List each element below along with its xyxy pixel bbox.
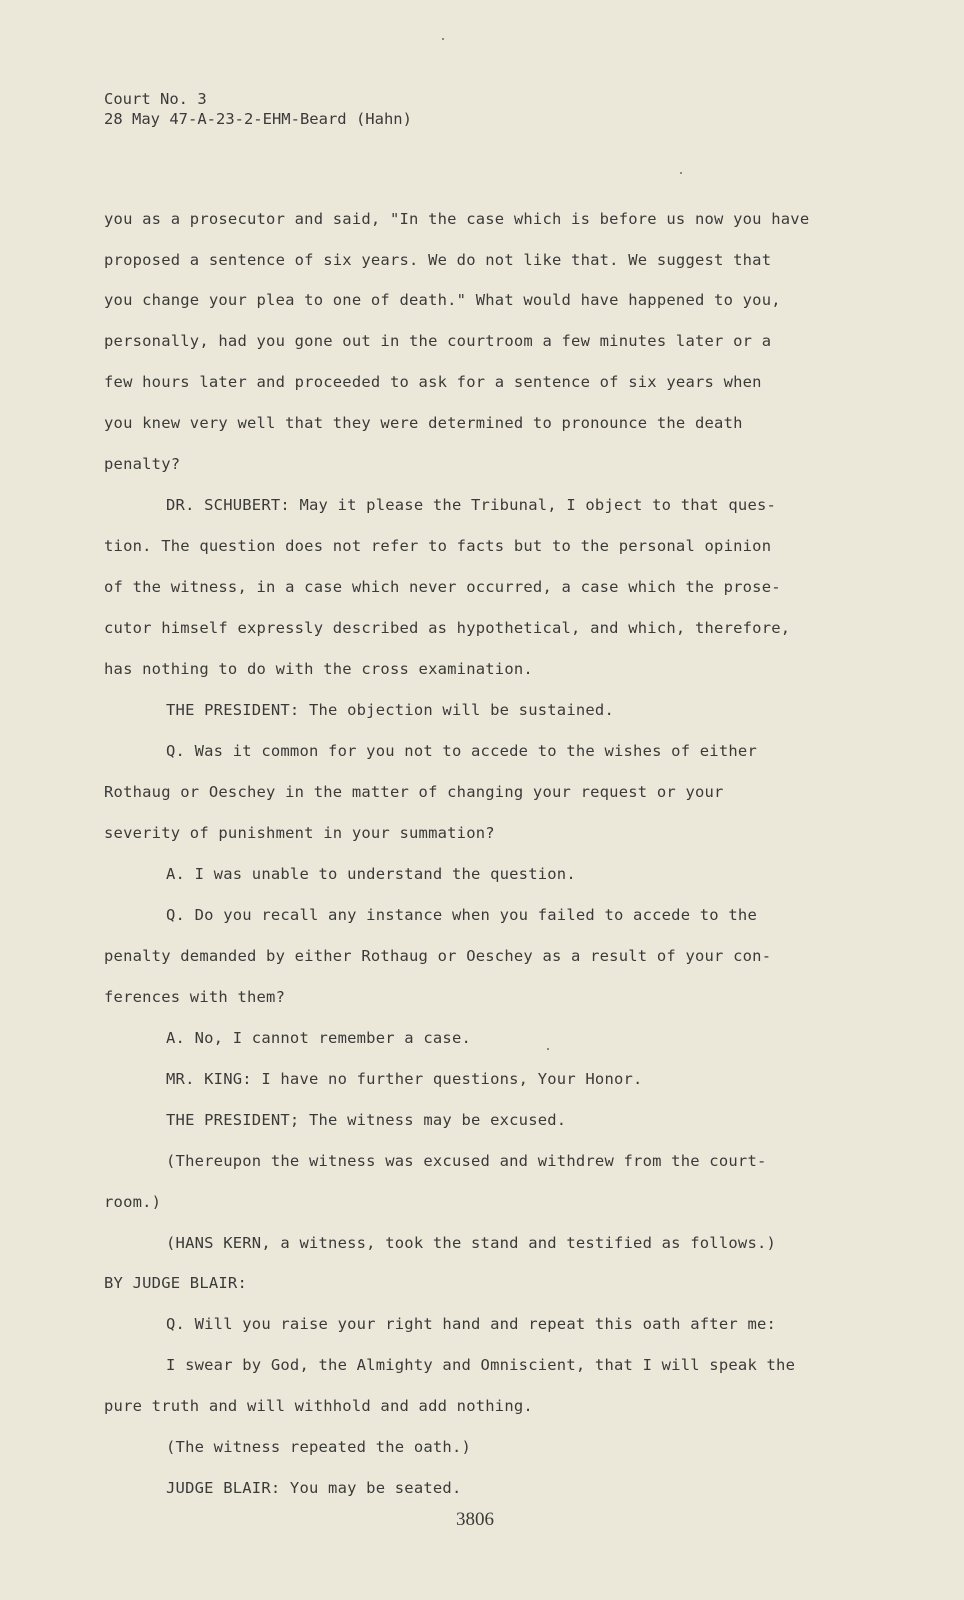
transcript-line: severity of punishment in your summation? <box>104 824 495 842</box>
document-header <box>104 89 412 129</box>
session-reference: 28 May 47-A-23-2-EHM-Beard (Hahn) <box>104 110 412 128</box>
transcript-line: penalty demanded by either Rothaug or Oeschey as a result of your con- <box>104 947 772 965</box>
transcript-line: Q. Will you raise your right hand and repeat this oath after me: <box>166 1315 777 1333</box>
transcript-line: personally, had you gone out in the courtroom a few minutes later or a <box>104 332 772 350</box>
transcript-line: you as a prosecutor and said, "In the case which is before us now you have <box>104 210 810 228</box>
court-number: Court No. 3 <box>104 90 207 108</box>
transcript-line: pure truth and will withhold and add nothing. <box>104 1397 533 1415</box>
transcript-line: penalty? <box>104 455 181 473</box>
transcript-line: room.) <box>104 1193 162 1211</box>
transcript-line: A. No, I cannot remember a case. <box>166 1029 472 1047</box>
transcript-line: you knew very well that they were determined to pronounce the death <box>104 414 743 432</box>
transcript-line: cutor himself expressly described as hypothetical, and which, therefore, <box>104 619 791 637</box>
paper-speck <box>547 1048 549 1050</box>
transcript-line: Rothaug or Oeschey in the matter of changing your request or your <box>104 783 724 801</box>
transcript-line: ferences with them? <box>104 988 286 1006</box>
transcript-line: (The witness repeated the oath.) <box>166 1438 472 1456</box>
paper-speck <box>680 172 682 174</box>
paper-speck <box>442 38 444 40</box>
transcript-line: few hours later and proceeded to ask for a sentence of six years when <box>104 373 762 391</box>
transcript-line: (HANS KERN, a witness, took the stand and testified as follows.) <box>166 1234 777 1252</box>
transcript-line: MR. KING: I have no further questions, Your Honor. <box>166 1070 643 1088</box>
transcript-line: I swear by God, the Almighty and Omniscient, that I will speak the <box>166 1356 796 1374</box>
transcript-line: of the witness, in a case which never occurred, a case which the prose- <box>104 578 781 596</box>
transcript-line: A. I was unable to understand the question. <box>166 865 576 883</box>
transcript-line: JUDGE BLAIR: You may be seated. <box>166 1479 462 1497</box>
transcript-line: has nothing to do with the cross examination. <box>104 660 533 678</box>
transcript-line: THE PRESIDENT: The objection will be sustained. <box>166 701 614 719</box>
transcript-line: Q. Do you recall any instance when you failed to accede to the <box>166 906 757 924</box>
transcript-line: (Thereupon the witness was excused and withdrew from the court- <box>166 1152 767 1170</box>
transcript-line: tion. The question does not refer to facts but to the personal opinion <box>104 537 772 555</box>
transcript-line: BY JUDGE BLAIR: <box>104 1274 247 1292</box>
transcript-line: DR. SCHUBERT: May it please the Tribunal, I object to that ques- <box>166 496 777 514</box>
transcript-line: proposed a sentence of six years. We do not like that. We suggest that <box>104 251 772 269</box>
transcript-line: THE PRESIDENT; The witness may be excused. <box>166 1111 567 1129</box>
transcript-line: you change your plea to one of death." What would have happened to you, <box>104 291 781 309</box>
page-number: 3806 <box>456 1509 494 1530</box>
transcript-line: Q. Was it common for you not to accede to the wishes of either <box>166 742 757 760</box>
